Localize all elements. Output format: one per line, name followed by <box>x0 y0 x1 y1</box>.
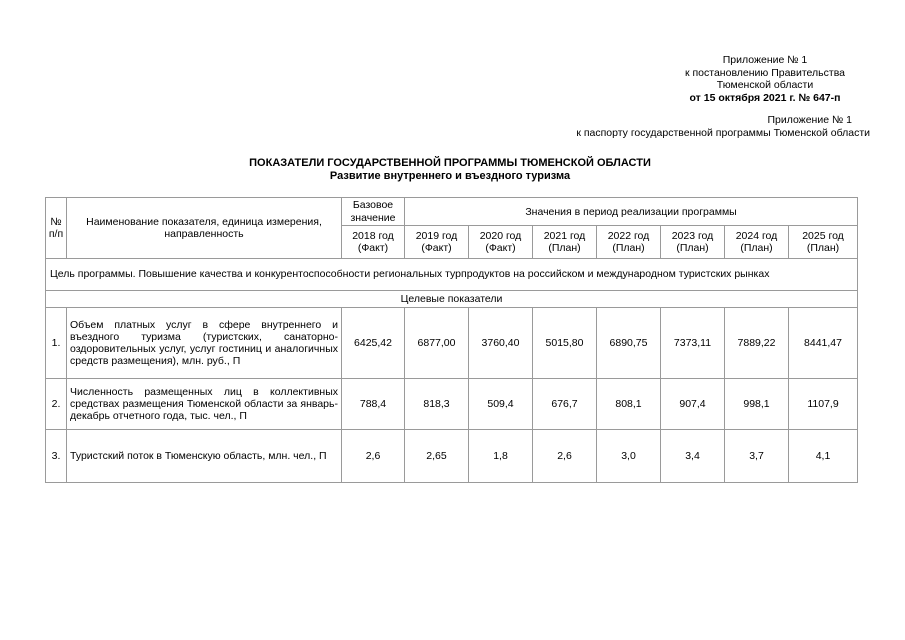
value-cell: 1,8 <box>469 430 533 483</box>
value-cell: 818,3 <box>405 379 469 430</box>
section-target-indicators: Целевые показатели <box>46 291 858 308</box>
header-year-2019: 2019 год (Факт) <box>405 226 469 259</box>
row-name: Туристский поток в Тюменскую область, млн. чел., П <box>67 430 342 483</box>
value-cell: 6425,42 <box>342 308 405 379</box>
header-year-2021: 2021 год (План) <box>533 226 597 259</box>
header-year-2023: 2023 год (План) <box>661 226 725 259</box>
value-cell: 1107,9 <box>789 379 858 430</box>
header-no: № п/п <box>46 198 67 259</box>
value-cell: 3760,40 <box>469 308 533 379</box>
annex-resolution-block <box>640 54 890 104</box>
annex-region: Тюменской области <box>716 79 814 91</box>
value-cell: 676,7 <box>533 379 597 430</box>
header-period: Значения в период реализации программы <box>405 198 858 226</box>
value-cell: 6877,00 <box>405 308 469 379</box>
page-title: ПОКАЗАТЕЛИ ГОСУДАРСТВЕННОЙ ПРОГРАММЫ ТЮМЕНСКОЙ ОБЛАСТИ <box>249 157 651 169</box>
header-year-2025: 2025 год (План) <box>789 226 858 259</box>
table-row <box>46 308 858 379</box>
value-cell: 2,6 <box>342 430 405 483</box>
page-subtitle: Развитие внутреннего и въездного туризма <box>329 169 571 182</box>
header-year-2024: 2024 год (План) <box>725 226 789 259</box>
value-cell: 3,0 <box>597 430 661 483</box>
value-cell: 998,1 <box>725 379 789 430</box>
row-no: 1. <box>46 308 67 379</box>
value-cell: 8441,47 <box>789 308 858 379</box>
annex-passport-ref: к паспорту государственной программы Тюменской области <box>576 126 870 139</box>
value-cell: 907,4 <box>661 379 725 430</box>
value-cell: 4,1 <box>789 430 858 483</box>
value-cell: 788,4 <box>342 379 405 430</box>
indicators-table <box>45 197 858 483</box>
annex-resolution-ref: к постановлению Правительства <box>684 66 846 79</box>
value-cell: 7373,11 <box>661 308 725 379</box>
header-year-2018: 2018 год (Факт) <box>342 226 405 259</box>
value-cell: 509,4 <box>469 379 533 430</box>
value-cell: 3,4 <box>661 430 725 483</box>
annex-passport-block <box>500 114 870 139</box>
header-name: Наименование показателя, единица измерения, направленность <box>67 198 342 259</box>
table-row <box>46 379 858 430</box>
value-cell: 3,7 <box>725 430 789 483</box>
annex-resolution-date: от 15 октября 2021 г. № 647-п <box>689 91 841 104</box>
program-goal: Цель программы. Повышение качества и конкурентоспособности региональных турпродуктов на российском и международном туристских рынках <box>46 259 858 291</box>
table-row <box>46 430 858 483</box>
header-year-2020: 2020 год (Факт) <box>469 226 533 259</box>
header-year-2022: 2022 год (План) <box>597 226 661 259</box>
value-cell: 2,65 <box>405 430 469 483</box>
value-cell: 5015,80 <box>533 308 597 379</box>
row-name: Численность размещенных лиц в коллективных средствах размещения Тюменской области за январь-декабрь отчетного года, тыс. чел., П <box>67 379 342 430</box>
value-cell: 7889,22 <box>725 308 789 379</box>
annex-passport-title: Приложение № 1 <box>767 114 852 126</box>
row-no: 2. <box>46 379 67 430</box>
header-base: Базовое значение <box>342 198 405 226</box>
value-cell: 808,1 <box>597 379 661 430</box>
value-cell: 2,6 <box>533 430 597 483</box>
annex-title: Приложение № 1 <box>722 54 808 66</box>
row-name: Объем платных услуг в сфере внутреннего и въездного туризма (туристских, санаторно-оздоровительных услуг, услуг гостиниц и аналогичных средств размещения), млн. руб., П <box>67 308 342 379</box>
value-cell: 6890,75 <box>597 308 661 379</box>
row-no: 3. <box>46 430 67 483</box>
